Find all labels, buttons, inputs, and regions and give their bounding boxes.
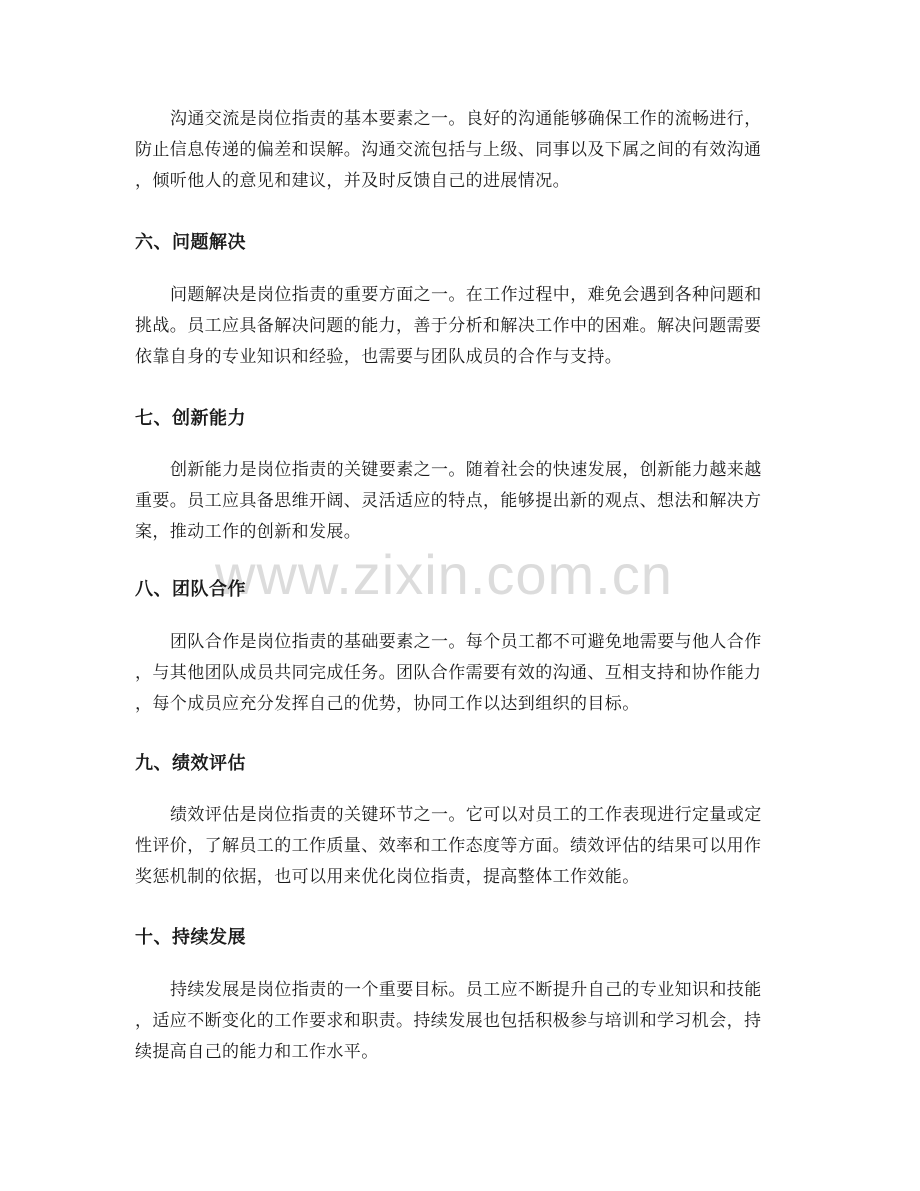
paragraph-line: 奖惩机制的依据，也可以用来优化岗位指责，提高整体工作效能。 <box>135 867 640 887</box>
paragraph-line: 依靠自身的专业知识和经验，也需要与团队成员的合作与支持。 <box>135 347 623 367</box>
paragraph-text <box>135 455 795 548</box>
paragraph-text <box>135 280 795 373</box>
paragraph-line: 问题解决是岗位指责的重要方面之一。在工作过程中，难免会遇到各种问题和 <box>170 285 762 305</box>
section-heading-problem-solving: 六、问题解决 <box>135 232 246 253</box>
paragraph-communication <box>135 104 795 197</box>
paragraph-line: 防止信息传递的偏差和误解。沟通交流包括与上级、同事以及下属之间的有效沟通 <box>135 140 762 160</box>
paragraph-text <box>135 104 795 197</box>
section-heading-development: 十、持续发展 <box>135 927 246 948</box>
paragraph-line: 绩效评估是岗位指责的关键环节之一。它可以对员工的工作表现进行定量或定 <box>170 805 762 825</box>
paragraph-performance <box>135 800 795 893</box>
paragraph-line: 持续发展是岗位指责的一个重要目标。员工应不断提升自己的专业知识和技能 <box>170 980 762 1000</box>
paragraph-innovation <box>135 455 795 548</box>
section-heading-innovation: 七、创新能力 <box>135 408 246 429</box>
watermark-logo: www.zixin.com.cn <box>215 543 673 606</box>
paragraph-line: ，适应不断变化的工作要求和职责。持续发展也包括积极参与培训和学习机会，持 <box>135 1011 762 1031</box>
paragraph-problem-solving <box>135 280 795 373</box>
section-heading-teamwork: 八、团队合作 <box>135 579 246 600</box>
paragraph-line: 团队合作是岗位指责的基础要素之一。每个员工都不可避免地需要与他人合作 <box>170 632 762 652</box>
paragraph-text <box>135 627 795 720</box>
paragraph-line: ，与其他团队成员共同完成任务。团队合作需要有效的沟通、互相支持和协作能力 <box>135 663 762 683</box>
paragraph-line: ，倾听他人的意见和建议，并及时反馈自己的进展情况。 <box>135 171 570 191</box>
paragraph-line: 重要。员工应具备思维开阔、灵活适应的特点，能够提出新的观点、想法和解决方 <box>135 491 762 511</box>
section-heading-performance: 九、绩效评估 <box>135 753 246 774</box>
paragraph-development <box>135 975 795 1068</box>
paragraph-line: 创新能力是岗位指责的关键要素之一。随着社会的快速发展，创新能力越来越 <box>170 460 762 480</box>
paragraph-line: 案，推动工作的创新和发展。 <box>135 522 362 542</box>
paragraph-teamwork <box>135 627 795 720</box>
paragraph-line: 挑战。员工应具备解决问题的能力，善于分析和解决工作中的困难。解决问题需要 <box>135 316 762 336</box>
paragraph-line: 性评价，了解员工的工作质量、效率和工作态度等方面。绩效评估的结果可以用作 <box>135 836 762 856</box>
paragraph-line: ，每个成员应充分发挥自己的优势，协同工作以达到组织的目标。 <box>135 694 640 714</box>
paragraph-text <box>135 975 795 1068</box>
paragraph-text <box>135 800 795 893</box>
paragraph-line: 沟通交流是岗位指责的基本要素之一。良好的沟通能够确保工作的流畅进行， <box>170 109 762 129</box>
paragraph-line: 续提高自己的能力和工作水平。 <box>135 1042 379 1062</box>
